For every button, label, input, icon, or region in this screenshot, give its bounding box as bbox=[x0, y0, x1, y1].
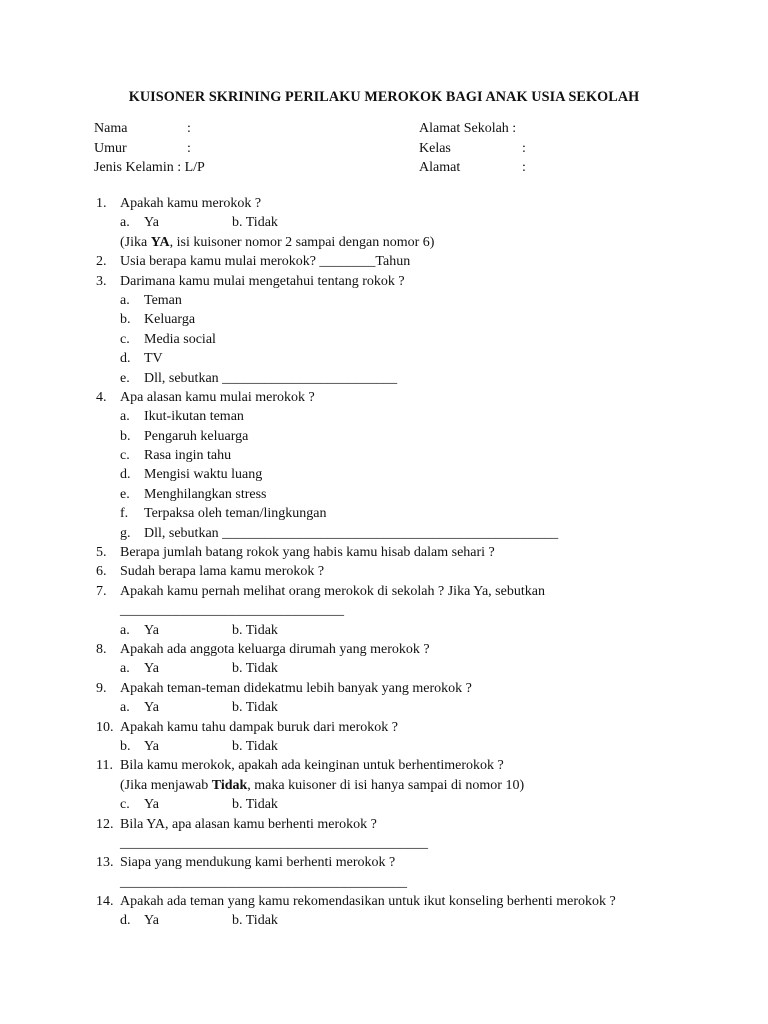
question-number: 2. bbox=[96, 254, 107, 270]
question-8-options bbox=[0, 659, 768, 678]
option-item bbox=[0, 504, 768, 523]
alamat-label: Alamat bbox=[419, 160, 461, 175]
question-5 bbox=[0, 543, 768, 562]
answer-blank-line: ____________________________________________ bbox=[120, 835, 428, 851]
option-letter: d. bbox=[120, 351, 131, 367]
option-tidak: b. Tidak bbox=[232, 622, 278, 638]
option-item bbox=[0, 465, 768, 484]
option-tidak: b. Tidak bbox=[232, 913, 278, 929]
option-text: Keluarga bbox=[144, 312, 196, 328]
question-text: Sudah berapa lama kamu merokok ? bbox=[120, 564, 325, 580]
question-13 bbox=[0, 853, 768, 872]
question-3 bbox=[0, 272, 768, 291]
option-item bbox=[0, 446, 768, 465]
option-text: Rasa ingin tahu bbox=[144, 448, 232, 464]
option-letter: f. bbox=[120, 506, 129, 522]
option-letter: e. bbox=[120, 370, 130, 386]
jenis-kelamin-label: Jenis Kelamin : L/P bbox=[94, 160, 205, 175]
question-list bbox=[0, 194, 768, 931]
question-number: 3. bbox=[96, 273, 107, 289]
question-number: 4. bbox=[96, 389, 107, 405]
option-letter: a. bbox=[120, 661, 130, 677]
question-7-blank bbox=[0, 601, 768, 620]
note-bold-text: YA bbox=[150, 234, 170, 250]
question-text: Apakah kamu pernah melihat orang merokok di sekolah ? Jika Ya, sebutkan bbox=[120, 583, 545, 599]
option-letter: d. bbox=[120, 913, 131, 929]
note-bold-text: Tidak bbox=[211, 777, 248, 793]
answer-blank-line: _________________________________________ bbox=[120, 874, 407, 890]
option-tidak: b. Tidak bbox=[232, 215, 278, 231]
question-text: Darimana kamu mulai mengetahui tentang rokok ? bbox=[120, 273, 405, 289]
option-tidak: b. Tidak bbox=[232, 700, 278, 716]
question-text: Siapa yang mendukung kami berhenti merokok ? bbox=[120, 855, 396, 871]
instruction-note bbox=[120, 233, 434, 252]
option-tidak: b. Tidak bbox=[232, 738, 278, 754]
question-6 bbox=[0, 562, 768, 581]
question-7 bbox=[0, 582, 768, 601]
umur-colon: : bbox=[187, 140, 191, 156]
umur-label: Umur bbox=[94, 140, 127, 156]
option-item bbox=[0, 349, 768, 368]
option-text: Teman bbox=[144, 292, 182, 308]
question-1 bbox=[0, 194, 768, 213]
question-9-options bbox=[0, 698, 768, 717]
question-number: 9. bbox=[96, 680, 107, 696]
option-item bbox=[0, 485, 768, 504]
option-text: Dll, sebutkan _________________________ bbox=[144, 370, 398, 386]
question-number: 10. bbox=[96, 719, 114, 735]
kelas-label: Kelas bbox=[419, 140, 451, 156]
option-item bbox=[0, 310, 768, 329]
note-text: , maka kuisoner di isi hanya sampai di nomor 10) bbox=[247, 777, 525, 793]
question-text: Bila kamu merokok, apakah ada keinginan untuk berhentimerokok ? bbox=[120, 758, 504, 774]
option-letter: e. bbox=[120, 486, 130, 502]
question-8 bbox=[0, 640, 768, 659]
option-text: Ikut-ikutan teman bbox=[144, 409, 244, 425]
option-ya: Ya bbox=[144, 913, 159, 929]
question-1-note bbox=[0, 233, 768, 252]
option-text: Mengisi waktu luang bbox=[144, 467, 263, 483]
question-number: 12. bbox=[96, 816, 114, 832]
page-title: KUISONER SKRINING PERILAKU MEROKOK BAGI ANAK USIA SEKOLAH bbox=[128, 89, 640, 105]
option-ya: Ya bbox=[144, 215, 159, 231]
option-ya: Ya bbox=[144, 622, 159, 638]
question-9 bbox=[0, 679, 768, 698]
question-7-options bbox=[0, 621, 768, 640]
identity-row-jenis-kelamin bbox=[94, 158, 654, 178]
question-number: 1. bbox=[96, 196, 107, 211]
option-item bbox=[0, 369, 768, 388]
question-13-blank bbox=[0, 873, 768, 892]
option-text: Dll, sebutkan ________________________________________________ bbox=[144, 525, 559, 541]
option-item bbox=[0, 427, 768, 446]
question-text: Apakah ada teman yang kamu rekomendasikan untuk ikut konseling berhenti merokok ? bbox=[120, 894, 616, 910]
option-letter: a. bbox=[120, 409, 130, 425]
option-item bbox=[0, 291, 768, 310]
option-letter: a. bbox=[120, 215, 130, 231]
option-text: Pengaruh keluarga bbox=[144, 428, 249, 444]
question-text: Berapa jumlah batang rokok yang habis kamu hisab dalam sehari ? bbox=[120, 545, 495, 561]
question-number: 7. bbox=[96, 583, 107, 599]
note-text: (Jika menjawab bbox=[120, 777, 212, 793]
question-text: Apakah kamu merokok ? bbox=[120, 196, 262, 211]
note-text: , isi kuisoner nomor 2 sampai dengan nomor 6) bbox=[169, 234, 435, 250]
nama-label: Nama bbox=[94, 121, 128, 136]
option-text: Menghilangkan stress bbox=[144, 486, 267, 502]
option-letter: a. bbox=[120, 622, 130, 638]
option-letter: c. bbox=[120, 448, 130, 464]
question-10-options bbox=[0, 737, 768, 756]
question-11 bbox=[0, 756, 768, 775]
question-12-blank bbox=[0, 834, 768, 853]
option-ya: Ya bbox=[144, 797, 159, 813]
option-tidak: b. Tidak bbox=[232, 661, 278, 677]
alamat-colon: : bbox=[522, 160, 526, 175]
instruction-note bbox=[120, 776, 524, 795]
question-10 bbox=[0, 718, 768, 737]
option-item bbox=[0, 524, 768, 543]
question-14 bbox=[0, 892, 768, 911]
nama-colon: : bbox=[187, 121, 191, 136]
option-letter: d. bbox=[120, 467, 131, 483]
question-text: Apakah ada anggota keluarga dirumah yang merokok ? bbox=[120, 641, 430, 657]
option-tidak: b. Tidak bbox=[232, 797, 278, 813]
question-number: 14. bbox=[96, 894, 114, 910]
option-item bbox=[0, 330, 768, 349]
question-4 bbox=[0, 388, 768, 407]
question-text: Apakah kamu tahu dampak buruk dari merokok ? bbox=[120, 719, 398, 735]
question-text: Bila YA, apa alasan kamu berhenti merokok ? bbox=[120, 816, 377, 832]
alamat-sekolah-label: Alamat Sekolah : bbox=[419, 121, 517, 136]
identity-section bbox=[94, 119, 654, 178]
option-letter: b. bbox=[120, 738, 131, 754]
option-letter: a. bbox=[120, 700, 130, 716]
question-number: 5. bbox=[96, 545, 107, 561]
option-letter: c. bbox=[120, 331, 130, 347]
option-text: Media social bbox=[144, 331, 216, 347]
answer-blank-line: ________________________________ bbox=[120, 603, 344, 619]
question-text: Apakah teman-teman didekatmu lebih banyak yang merokok ? bbox=[120, 680, 472, 696]
question-11-note bbox=[0, 776, 768, 795]
option-ya: Ya bbox=[144, 738, 159, 754]
option-text: TV bbox=[144, 351, 163, 367]
identity-row-umur bbox=[94, 139, 654, 159]
option-letter: c. bbox=[120, 797, 130, 813]
question-number: 11. bbox=[96, 758, 113, 774]
question-text: Usia berapa kamu mulai merokok? ________Tahun bbox=[120, 254, 411, 270]
question-11-options bbox=[0, 795, 768, 814]
option-ya: Ya bbox=[144, 700, 159, 716]
question-number: 6. bbox=[96, 564, 107, 580]
option-letter: a. bbox=[120, 292, 130, 308]
question-2 bbox=[0, 252, 768, 271]
question-text: Apa alasan kamu mulai merokok ? bbox=[120, 389, 315, 405]
option-text: Terpaksa oleh teman/lingkungan bbox=[144, 506, 327, 522]
option-item bbox=[0, 407, 768, 426]
question-number: 8. bbox=[96, 641, 107, 657]
question-1-options bbox=[0, 213, 768, 232]
identity-row-nama bbox=[94, 119, 654, 139]
option-letter: b. bbox=[120, 312, 131, 328]
option-letter: g. bbox=[120, 525, 131, 541]
note-text: (Jika bbox=[120, 234, 151, 250]
question-12 bbox=[0, 815, 768, 834]
question-14-options bbox=[0, 911, 768, 930]
option-letter: b. bbox=[120, 428, 131, 444]
question-number: 13. bbox=[96, 855, 114, 871]
kelas-colon: : bbox=[522, 140, 526, 156]
option-ya: Ya bbox=[144, 661, 159, 677]
